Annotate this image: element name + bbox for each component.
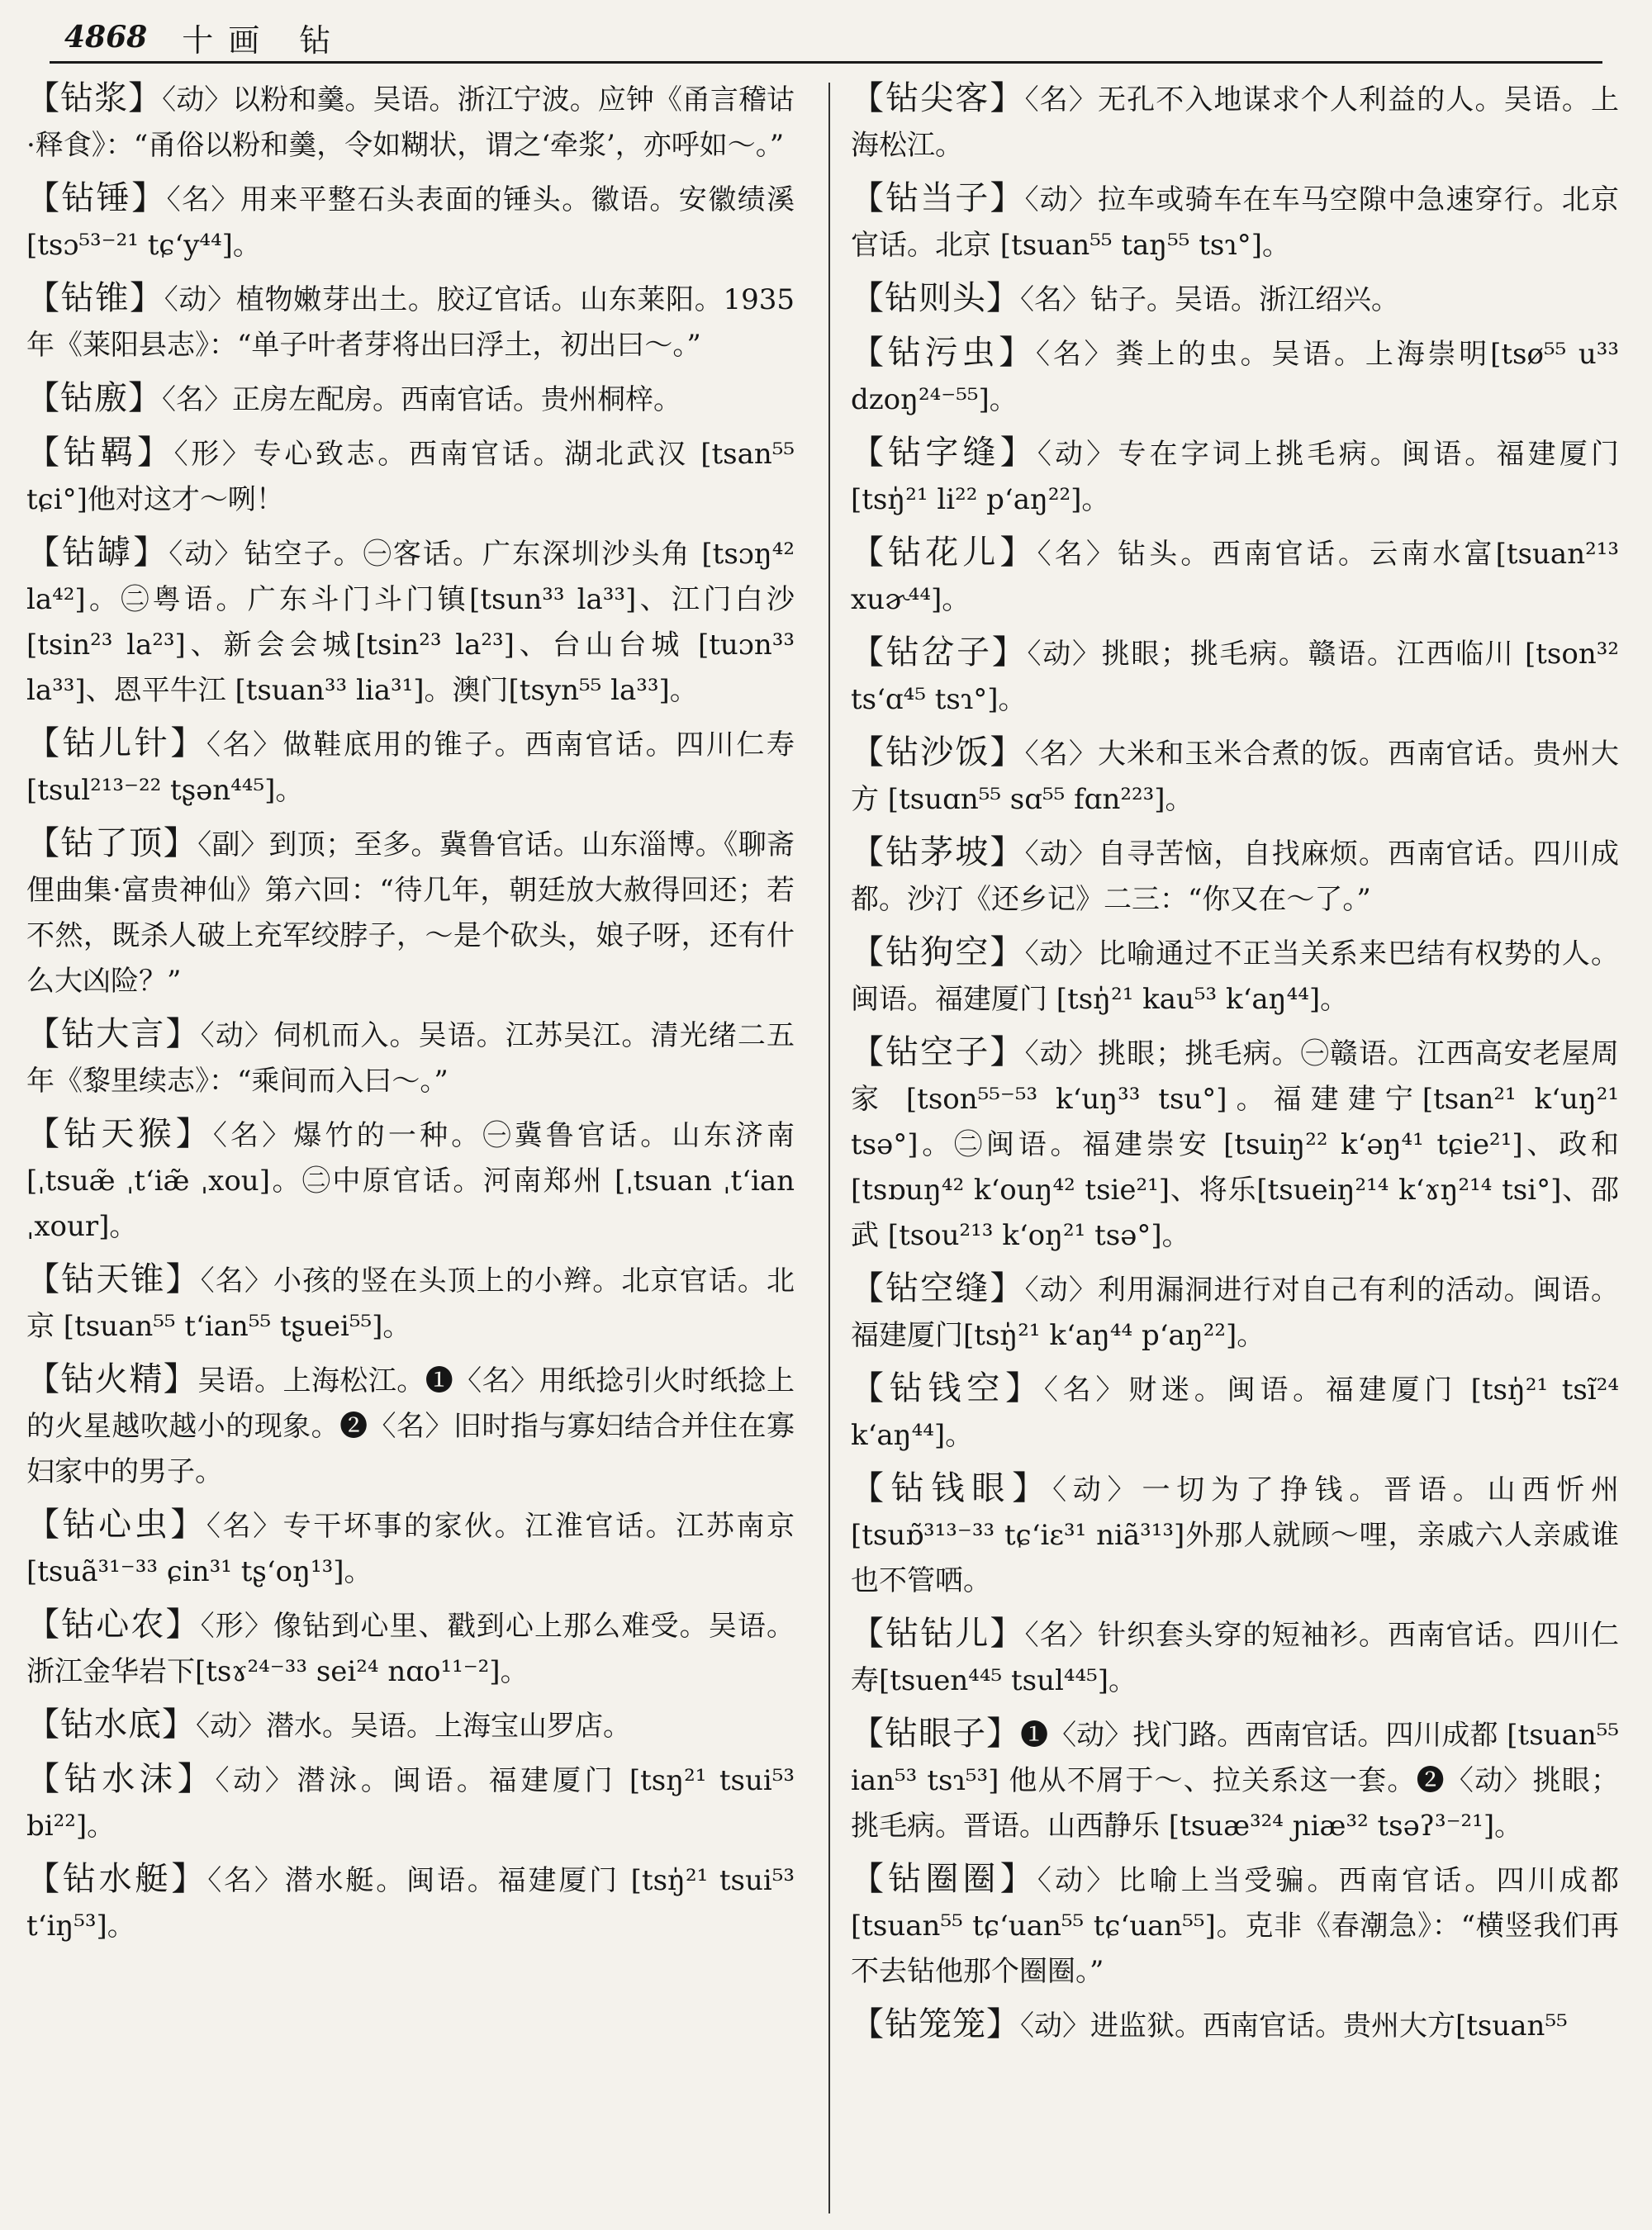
dictionary-entry — [851, 730, 1619, 823]
entry-headword: 【钻则头】 — [851, 279, 1020, 317]
dictionary-entry — [851, 1711, 1619, 1849]
entry-headword: 【钻了顶】 — [26, 824, 198, 862]
entry-definition: 〈名〉用来平整石头表面的锤头。徽语。安徽绩溪[tsɔ⁵³⁻²¹ tɕʻy⁴⁴]。 — [26, 183, 795, 262]
entry-definition: 〈名〉专干坏事的家伙。江淮官话。江苏南京 [tsuã³¹⁻³³ ɕin³¹ tʂʻoŋ¹³]。 — [26, 1510, 795, 1588]
entry-headword: 【钻字缝】 — [851, 434, 1037, 472]
dictionary-entry — [26, 721, 795, 814]
page-number: 4868 — [64, 20, 148, 55]
entry-definition: 〈副〉到顶；至多。冀鲁官话。山东淄博。《聊斋俚曲集·富贵神仙》第六回：“待几年，朝廷放大赦得回还；若不然，既杀人破上充军绞脖子，～是个砍头，娘子呀，还有什么大凶险？” — [26, 828, 795, 998]
dictionary-entry — [851, 176, 1619, 268]
entry-headword: 【钻水底】 — [26, 1706, 196, 1744]
entry-definition: 〈名〉针织套头穿的短袖衫。西南官话。四川仁寿[tsuen⁴⁴⁵ tsul⁴⁴⁵]。 — [851, 1619, 1619, 1697]
entry-headword: 【钻水艇】 — [26, 1860, 208, 1898]
header-rule — [50, 61, 1602, 64]
page-header — [64, 15, 1601, 59]
dictionary-entry — [26, 1502, 795, 1595]
dictionary-entry — [26, 376, 795, 423]
dictionary-entry — [851, 630, 1619, 723]
entry-definition: 〈名〉财迷。闽语。福建厦门 [tsŋ̍²¹ tsĩ²⁴ kʻaŋ⁴⁴]。 — [851, 1374, 1619, 1452]
entry-headword: 【钻火精】 — [26, 1360, 198, 1398]
entry-definition: 〈动〉挑眼；挑毛病。赣语。江西临川 [tson³² tsʻɑ⁴⁵ tsɿ°]。 — [851, 638, 1619, 716]
entry-headword: 【钻钱眼】 — [851, 1469, 1053, 1507]
entry-headword: 【钻岔子】 — [851, 633, 1028, 671]
dictionary-entry — [26, 430, 795, 523]
entry-headword: 【钻茅坡】 — [851, 833, 1025, 871]
entry-definition: 〈名〉粪上的虫。吴语。上海崇明[tsø⁵⁵ u³³ dzoŋ²⁴⁻⁵⁵]。 — [851, 338, 1619, 416]
entry-headword: 【钻天猴】 — [26, 1115, 213, 1153]
entry-headword: 【钻天锥】 — [26, 1260, 201, 1298]
entry-definition: 〈名〉大米和玉米合煮的饭。西南官话。贵州大方 [tsuɑn⁵⁵ sɑ⁵⁵ fɑn²²³]。 — [851, 738, 1619, 816]
dictionary-entry — [851, 430, 1619, 523]
dictionary-entry — [26, 1257, 795, 1350]
entry-headword: 【钻浆】 — [26, 79, 163, 117]
dictionary-entry — [26, 1702, 795, 1749]
entry-definition: 〈动〉一切为了挣钱。晋语。山西忻州 [tsuɒ̃³¹³⁻³³ tɕʻiɛ³¹ niã³¹³]外那人就顾～哩，亲戚六人亲戚谁也不管哂。 — [851, 1473, 1619, 1597]
dictionary-entry — [851, 76, 1619, 168]
entry-definition: 〈名〉做鞋底用的锥子。西南官话。四川仁寿[tsul²¹³⁻²² tʂən⁴⁴⁵]。 — [26, 728, 795, 807]
dictionary-entry — [851, 830, 1619, 923]
entry-headword: 【钻花儿】 — [851, 534, 1037, 572]
entry-definition: 〈动〉钻空子。㊀客话。广东深圳沙头角 [tsɔŋ⁴² la⁴²]。㊁粤语。广东斗门斗门镇[tsun³³ la³³]、江门白沙[tsin²³ la²³]、新会会城[tsin²³ la²³]、台山台城 [tuɔn³³ la³³]、恩平牛江 [tsuan³³ lia³¹]。澳门[tsyn⁵⁵ la³³]。 — [26, 538, 795, 707]
dictionary-entry — [26, 76, 795, 168]
dictionary-entry — [26, 1357, 795, 1495]
entry-headword: 【钻大言】 — [26, 1015, 201, 1053]
column-divider — [828, 83, 830, 2213]
dictionary-entry — [26, 1857, 795, 1949]
dictionary-entry — [851, 1030, 1619, 1259]
entry-definition: 〈名〉钻头。西南官话。云南水富[tsuan²¹³ xuɚ⁴⁴]。 — [851, 538, 1619, 616]
dictionary-entry — [851, 2002, 1619, 2049]
entry-definition: 〈形〉像钻到心里、戳到心上那么难受。吴语。浙江金华岩下[tsɤ²⁴⁻³³ sei²⁴ nɑo¹¹⁻²]。 — [26, 1610, 795, 1688]
dictionary-entry — [26, 821, 795, 1004]
entry-definition: 〈名〉小孩的竖在头顶上的小辫。北京官话。北京 [tsuan⁵⁵ tʻian⁵⁵ tʂuei⁵⁵]。 — [26, 1264, 795, 1343]
entry-definition: 〈名〉正房左配房。西南官话。贵州桐梓。 — [162, 383, 681, 416]
entry-headword: 【钻儿针】 — [26, 724, 206, 762]
entry-headword: 【钻锤】 — [26, 179, 167, 217]
entry-definition: 〈动〉植物嫩芽出土。胶辽官话。山东莱阳。1935年《莱阳县志》：“单子叶者芽将出曰浮土，初出曰～。” — [26, 283, 795, 362]
entry-definition: 〈动〉比喻上当受骗。西南官话。四川成都 [tsuan⁵⁵ tɕʻuan⁵⁵ tɕʻuan⁵⁵]。克非《春潮急》：“横竖我们再不去钻他那个圈圈。” — [851, 1864, 1619, 1988]
dictionary-entry — [26, 1602, 795, 1695]
entry-definition: 〈动〉专在字词上挑毛病。闽语。福建厦门 [tsŋ̍²¹ li²² pʻaŋ²²]。 — [851, 438, 1619, 516]
entry-headword: 【钻狗空】 — [851, 933, 1025, 971]
entry-definition: 吴语。上海松江。❶〈名〉用纸捻引火时纸捻上的火星越吹越小的现象。❷〈名〉旧时指与寡妇结合并住在寡妇家中的男子。 — [26, 1364, 795, 1488]
entry-headword: 【钻污虫】 — [851, 334, 1037, 372]
entry-definition: 〈动〉伺机而入。吴语。江苏吴江。清光绪二五年《黎里续志》：“乘间而入曰～。” — [26, 1019, 795, 1098]
entry-headword: 【钻当子】 — [851, 179, 1025, 217]
entry-headword: 【钻廒】 — [26, 379, 162, 417]
entry-definition: 〈动〉利用漏洞进行对自己有利的活动。闽语。福建厦门[tsŋ̍²¹ kʻaŋ⁴⁴ pʻaŋ²²]。 — [851, 1274, 1619, 1352]
entry-headword: 【钻笼笼】 — [851, 2005, 1020, 2043]
entry-headword: 【钻心虫】 — [26, 1506, 206, 1544]
entry-definition: 〈名〉无孔不入地谋求个人利益的人。吴语。上海松江。 — [851, 83, 1619, 162]
entry-definition: 〈动〉比喻通过不正当关系来巴结有权势的人。闽语。福建厦门 [tsŋ̍²¹ kau⁵³ kʻaŋ⁴⁴]。 — [851, 937, 1619, 1016]
entry-definition: 〈动〉潜水。吴语。上海宝山罗店。 — [196, 1710, 631, 1743]
entry-headword: 【钻眼子】 — [851, 1715, 1021, 1753]
entry-definition: 〈动〉自寻苦恼，自找麻烦。西南官话。四川成都。沙汀《还乡记》二三：“你又在～了。” — [851, 837, 1619, 916]
entry-headword: 【钻心农】 — [26, 1606, 201, 1644]
dictionary-entry — [26, 1757, 795, 1849]
dictionary-entry — [851, 1611, 1619, 1704]
entry-headword: 【钻水沫】 — [26, 1760, 216, 1798]
dictionary-entry — [851, 1466, 1619, 1604]
entry-definition: 〈名〉爆竹的一种。㊀冀鲁官话。山东济南[ˌtsuæ̃ ˌtʻiæ̃ ˌxou]。㊁中原官话。河南郑州 [ˌtsuan ˌtʻian ˌxour]。 — [26, 1119, 795, 1243]
dictionary-entry — [851, 1857, 1619, 1995]
entry-definition: 〈形〉专心致志。西南官话。湖北武汉 [tsan⁵⁵ tɕi°]他对这才～咧！ — [26, 438, 795, 516]
entry-headword: 【钻圈圈】 — [851, 1860, 1037, 1898]
dictionary-entry — [26, 276, 795, 368]
entry-definition: 〈动〉潜泳。闽语。福建厦门 [tsŋ²¹ tsui⁵³ bi²²]。 — [26, 1764, 795, 1843]
dictionary-entry — [851, 530, 1619, 623]
right-column — [851, 76, 1619, 2215]
entry-definition: 〈名〉钻子。吴语。浙江绍兴。 — [1020, 283, 1399, 316]
left-column — [26, 76, 795, 2215]
entry-headword: 【钻羁】 — [26, 434, 174, 472]
dictionary-entry — [851, 330, 1619, 423]
dictionary-entry — [26, 1112, 795, 1250]
entry-definition: 〈动〉拉车或骑车在车马空隙中急速穿行。北京官话。北京 [tsuan⁵⁵ taŋ⁵⁵ tsɿ°]。 — [851, 183, 1619, 262]
dictionary-entry — [26, 1012, 795, 1104]
entry-headword: 【钻锥】 — [26, 279, 164, 317]
entry-definition: 〈名〉潜水艇。闽语。福建厦门 [tsŋ̍²¹ tsui⁵³ tʻiŋ⁵³]。 — [26, 1864, 795, 1943]
entry-headword: 【钻空缝】 — [851, 1269, 1025, 1307]
entry-headword: 【钻沙饭】 — [851, 733, 1025, 771]
dictionary-entry — [851, 276, 1619, 323]
entry-headword: 【钻空子】 — [851, 1033, 1025, 1071]
entry-definition: 〈动〉以粉和羹。吴语。浙江宁波。应钟《甬言稽诂·释食》：“甬俗以粉和羹，令如糊状，谓之‘牵浆’，亦呼如～。” — [26, 83, 795, 162]
entry-definition: 〈动〉挑眼；挑毛病。㊀赣语。江西高安老屋周家 [tson⁵⁵⁻⁵³ kʻuŋ³³ tsu°]。福建建宁[tsan²¹ kʻuŋ²¹ tsə°]。㊁闽语。福建崇安 [tsuiŋ²² kʻəŋ⁴¹ tɕie²¹]、政和 [tsɒuŋ⁴² kʻouŋ⁴² tsie²¹]、将乐[tsueiŋ²¹⁴ kʻɤŋ²¹⁴ tsi°]、邵武 [tsou²¹³ kʻoŋ²¹ tsə°]。 — [851, 1037, 1619, 1252]
entry-headword: 【钻钱空】 — [851, 1369, 1044, 1407]
dictionary-entry — [26, 530, 795, 714]
entry-headword: 【钻钻儿】 — [851, 1615, 1025, 1653]
entry-headword: 【钻罅】 — [26, 534, 169, 572]
dictionary-entry — [851, 1266, 1619, 1359]
dictionary-entry — [851, 930, 1619, 1022]
entry-definition: ❶〈动〉找门路。西南官话。四川成都 [tsuan⁵⁵ ian⁵³ tsɿ⁵³] 他从不屑于～、拉关系这一套。❷〈动〉挑眼；挑毛病。晋语。山西静乐 [tsuæ³²⁴ ɲiæ³² tsəʔ³⁻²¹]。 — [851, 1719, 1619, 1843]
entry-definition: 〈动〉进监狱。西南官话。贵州大方[tsuan⁵⁵ — [1020, 2009, 1568, 2043]
entry-headword: 【钻尖客】 — [851, 79, 1025, 117]
dictionary-entry — [851, 1366, 1619, 1459]
section-title: 十画 钻 — [182, 21, 346, 59]
dictionary-entry — [26, 176, 795, 268]
